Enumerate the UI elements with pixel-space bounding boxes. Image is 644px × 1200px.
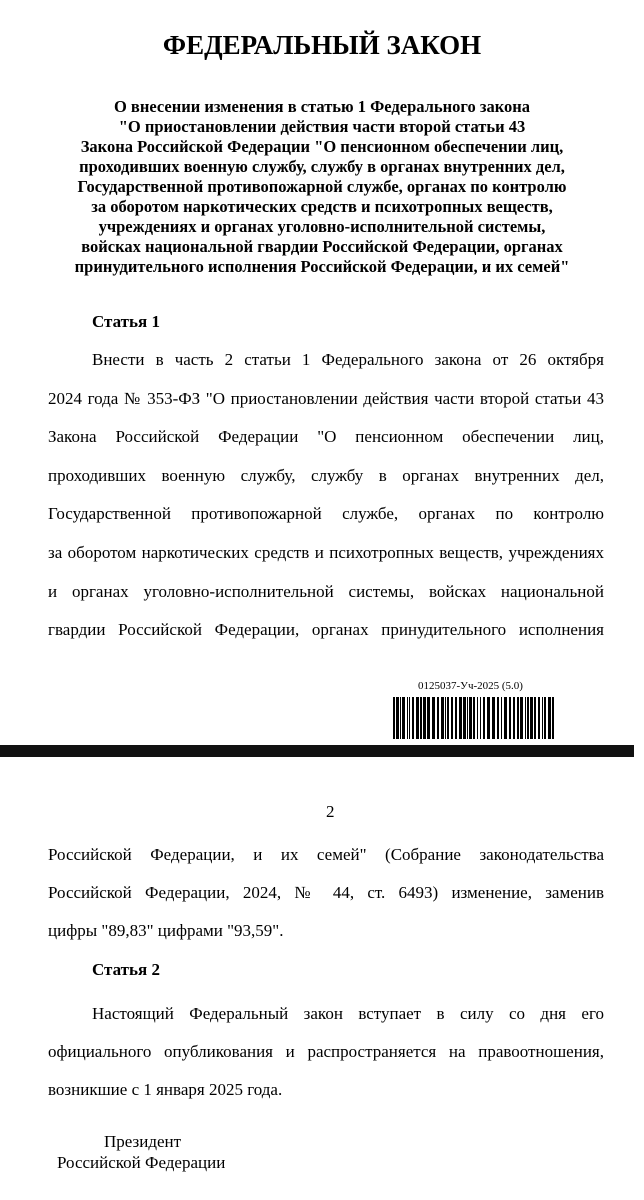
subtitle-line: принудительного исполнения Российской Федерации, и их семей" [74, 257, 570, 276]
subtitle-line: Государственной противопожарной службе, органах по контролю [77, 177, 567, 196]
article-1-heading: Статья 1 [92, 312, 160, 331]
barcode-bar [441, 697, 444, 739]
barcode-bar [412, 697, 414, 739]
page-separator [0, 745, 634, 757]
barcode-bar [483, 697, 485, 739]
barcode-bar [525, 697, 526, 739]
body-line: за оборотом наркотических средств и психотропных веществ, учреждениях [48, 543, 604, 562]
body-line: 2024 года № 353-ФЗ "О приостановлении действия части второй статьи 43 [48, 388, 604, 408]
barcode-bar [477, 697, 478, 739]
subtitle-line: учреждениях и органах уголовно-исполнительной системы, [98, 217, 546, 236]
body-line: возникшие с 1 января 2025 года. [48, 1080, 283, 1099]
barcode-bar [420, 697, 422, 739]
barcode-bar [400, 697, 401, 739]
barcode [393, 697, 555, 739]
body-line: Внести в часть 2 статьи 1 Федерального закона от 26 октября [92, 350, 604, 369]
barcode-bar [393, 697, 395, 739]
barcode-bar [487, 697, 490, 739]
body-line: и органах уголовно-исполнительной системы, войсках национальной [48, 581, 604, 601]
subtitle-line: Закона Российской Федерации "О пенсионном обеспечении лиц, [80, 137, 564, 156]
barcode-bar [463, 697, 466, 739]
barcode-bar [544, 697, 546, 739]
barcode-bar [501, 697, 502, 739]
barcode-label: 0125037-Уч-2025 (5.0) [418, 680, 523, 692]
barcode-bar [530, 697, 533, 739]
barcode-bar [548, 697, 551, 739]
barcode-bar [427, 697, 430, 739]
subtitle-line: "О приостановлении действия части второй статьи 43 [118, 117, 526, 136]
body-line: официального опубликования и распространяется на правоотношения, [48, 1042, 604, 1061]
barcode-bar [517, 697, 519, 739]
barcode-bar [492, 697, 495, 739]
barcode-bar [445, 697, 446, 739]
barcode-bar [459, 697, 462, 739]
body-line: Настоящий Федеральный закон вступает в силу со дня его [92, 1004, 604, 1023]
barcode-bar [409, 697, 410, 739]
barcode-bar [473, 697, 475, 739]
subtitle-line: войсках национальной гвардии Российской Федерации, органах [81, 237, 563, 256]
barcode-bar [423, 697, 426, 739]
barcode-bar [552, 697, 554, 739]
body-line: Закона Российской Федерации "О пенсионном обеспечении лиц, [48, 427, 604, 447]
body-line: Российской Федерации, и их семей" (Собрание законодательства [48, 845, 604, 864]
barcode-bar [407, 697, 408, 739]
barcode-bar [534, 697, 536, 739]
barcode-bar [520, 697, 523, 739]
barcode-bar [451, 697, 453, 739]
body-line: проходивших военную службу, службу в органах внутренних дел, [48, 465, 604, 485]
barcode-bar [402, 697, 405, 739]
subtitle-line: О внесении изменения в статью 1 Федерального закона [113, 97, 531, 116]
signature-title-country: Российской Федерации [57, 1153, 226, 1172]
barcode-bar [527, 697, 529, 739]
barcode-bar [538, 697, 540, 739]
body-line: Российской Федерации, 2024, № 44, ст. 6493) изменение, заменив [48, 883, 604, 902]
page-number: 2 [326, 802, 335, 821]
article-2-heading: Статья 2 [92, 960, 160, 979]
barcode-bar [469, 697, 472, 739]
barcode-bar [437, 697, 439, 739]
body-line: Государственной противопожарной службе, органах по контролю [48, 504, 604, 524]
barcode-bar [467, 697, 468, 739]
law-title: ФЕДЕРАЛЬНЫЙ ЗАКОН [162, 30, 482, 60]
barcode-bar [416, 697, 419, 739]
barcode-bar [396, 697, 399, 739]
barcode-bar [432, 697, 435, 739]
barcode-bar [513, 697, 515, 739]
barcode-bar [542, 697, 543, 739]
barcode-bar [455, 697, 457, 739]
subtitle-line: за оборотом наркотических средств и психотропных веществ, [91, 197, 553, 216]
body-line: гвардии Российской Федерации, органах принудительного исполнения [48, 620, 604, 640]
body-line: цифры "89,83" цифрами "93,59". [48, 921, 284, 940]
barcode-bar [504, 697, 507, 739]
barcode-bar [509, 697, 511, 739]
signature-title: Президент [104, 1132, 182, 1151]
barcode-bar [447, 697, 449, 739]
barcode-bar [480, 697, 481, 739]
subtitle-line: проходивших военную службу, службу в органах внутренних дел, [79, 157, 565, 176]
barcode-bar [497, 697, 499, 739]
